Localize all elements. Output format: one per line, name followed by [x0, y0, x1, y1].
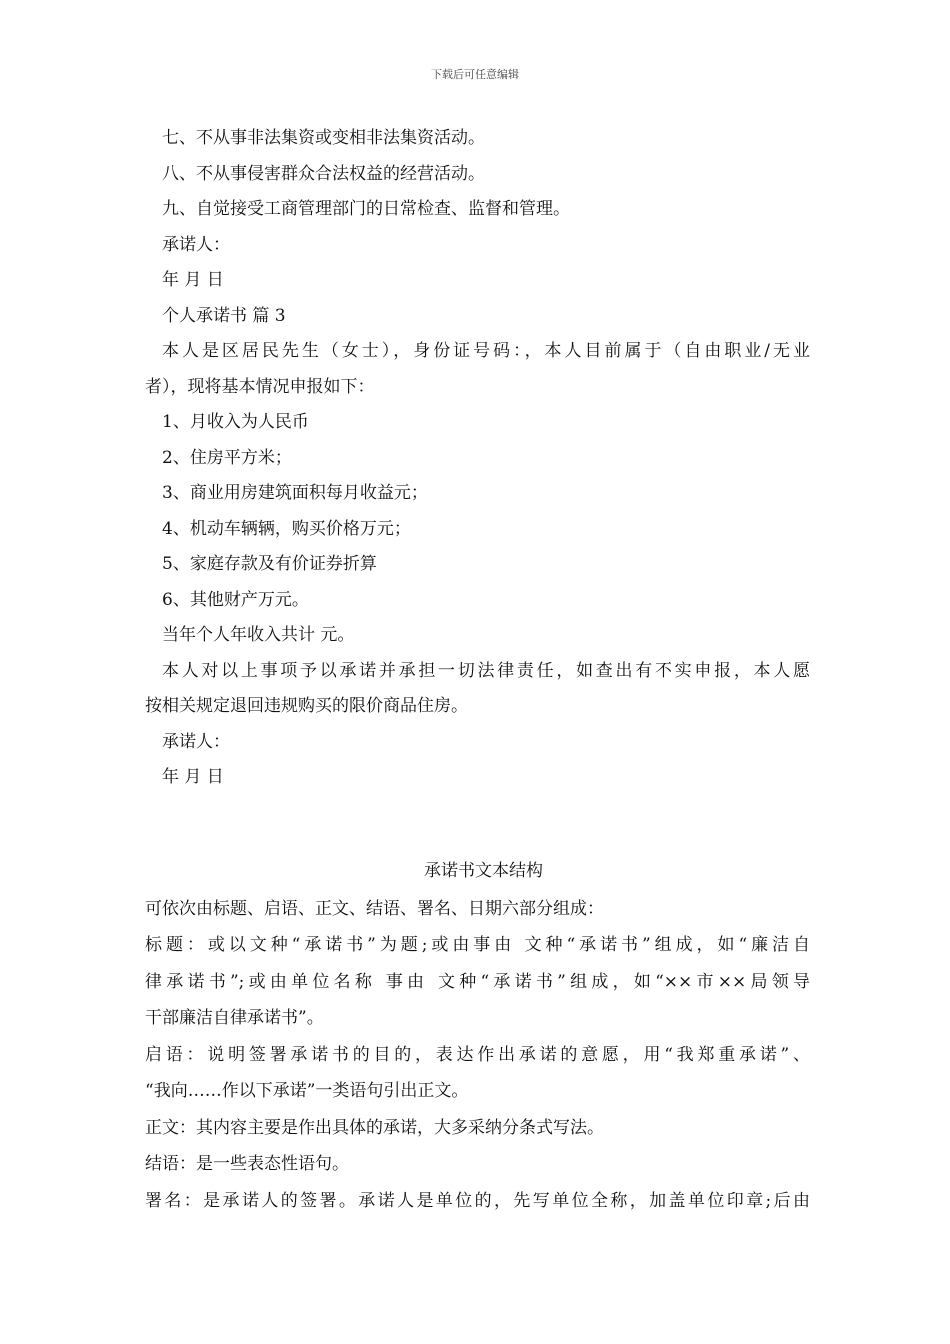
structure-line: 干部廉洁自律承诺书”。	[145, 1008, 324, 1028]
structure-line: 律承诺书”;或由单位名称 事由 文种“承诺书”组成，如“××市××局领导	[145, 971, 810, 992]
income-total: 当年个人年收入共计 元。	[162, 625, 355, 645]
structure-line: 标题：或以文种“承诺书”为题;或由事由 文种“承诺书”组成，如“廉洁自	[145, 935, 810, 955]
list-item: 2、住房平方米；	[162, 447, 292, 468]
structure-line: 正文：其内容主要是作出具体的承诺，大多采纳分条式写法。	[145, 1117, 604, 1138]
document-body	[145, 121, 810, 1219]
list-item: 4、机动车辆辆，购买价格万元；	[162, 518, 411, 539]
list-item: 1、月收入为人民币	[162, 412, 309, 432]
page-header: 下载后可任意编辑	[431, 68, 519, 81]
list-item: 5、家庭存款及有价证券折算	[162, 554, 377, 574]
date-label: 年 月 日	[162, 270, 224, 290]
list-item: 3、商业用房建筑面积每月收益元；	[162, 483, 428, 503]
structure-line: 结语：是一些表态性语句。	[145, 1154, 349, 1174]
structure-line: “我向……作以下承诺”一类语句引出正文。	[145, 1081, 469, 1101]
section-spacer	[145, 796, 810, 851]
item-8: 八、不从事侵害群众合法权益的经营活动。	[162, 163, 485, 184]
signer-label: 承诺人：	[162, 731, 230, 752]
structure-line: 可依次由标题、启语、正文、结语、署名、日期六部分组成：	[145, 898, 604, 919]
structure-title: 承诺书文本结构	[424, 860, 543, 881]
structure-line: 启语：说明签署承诺书的目的，表达作出承诺的意愿，用“我郑重承诺”、	[145, 1044, 810, 1065]
intro-paragraph-line-2: 者），现将基本情况申报如下：	[145, 376, 375, 397]
list-item: 6、其他财产万元。	[162, 589, 309, 610]
intro-paragraph-line-1: 本人是区居民先生（女士），身份证号码：，本人目前属于（自由职业/无业	[162, 341, 810, 361]
date-label: 年 月 日	[162, 767, 224, 787]
item-9: 九、自觉接受工商管理部门的日常检查、监督和管理。	[162, 199, 570, 219]
section-heading: 个人承诺书 篇 3	[162, 305, 286, 326]
item-7: 七、不从事非法集资或变相非法集资活动。	[162, 128, 485, 148]
pledge-paragraph-line-2: 按相关规定退回违规购买的限价商品住房。	[145, 696, 468, 716]
structure-line: 署名：是承诺人的签署。承诺人是单位的，先写单位全称，加盖单位印章;后由	[145, 1190, 810, 1211]
pledge-paragraph-line-1: 本人对以上事项予以承诺并承担一切法律责任，如查出有不实申报，本人愿	[162, 660, 810, 681]
signer-label: 承诺人：	[162, 234, 230, 255]
